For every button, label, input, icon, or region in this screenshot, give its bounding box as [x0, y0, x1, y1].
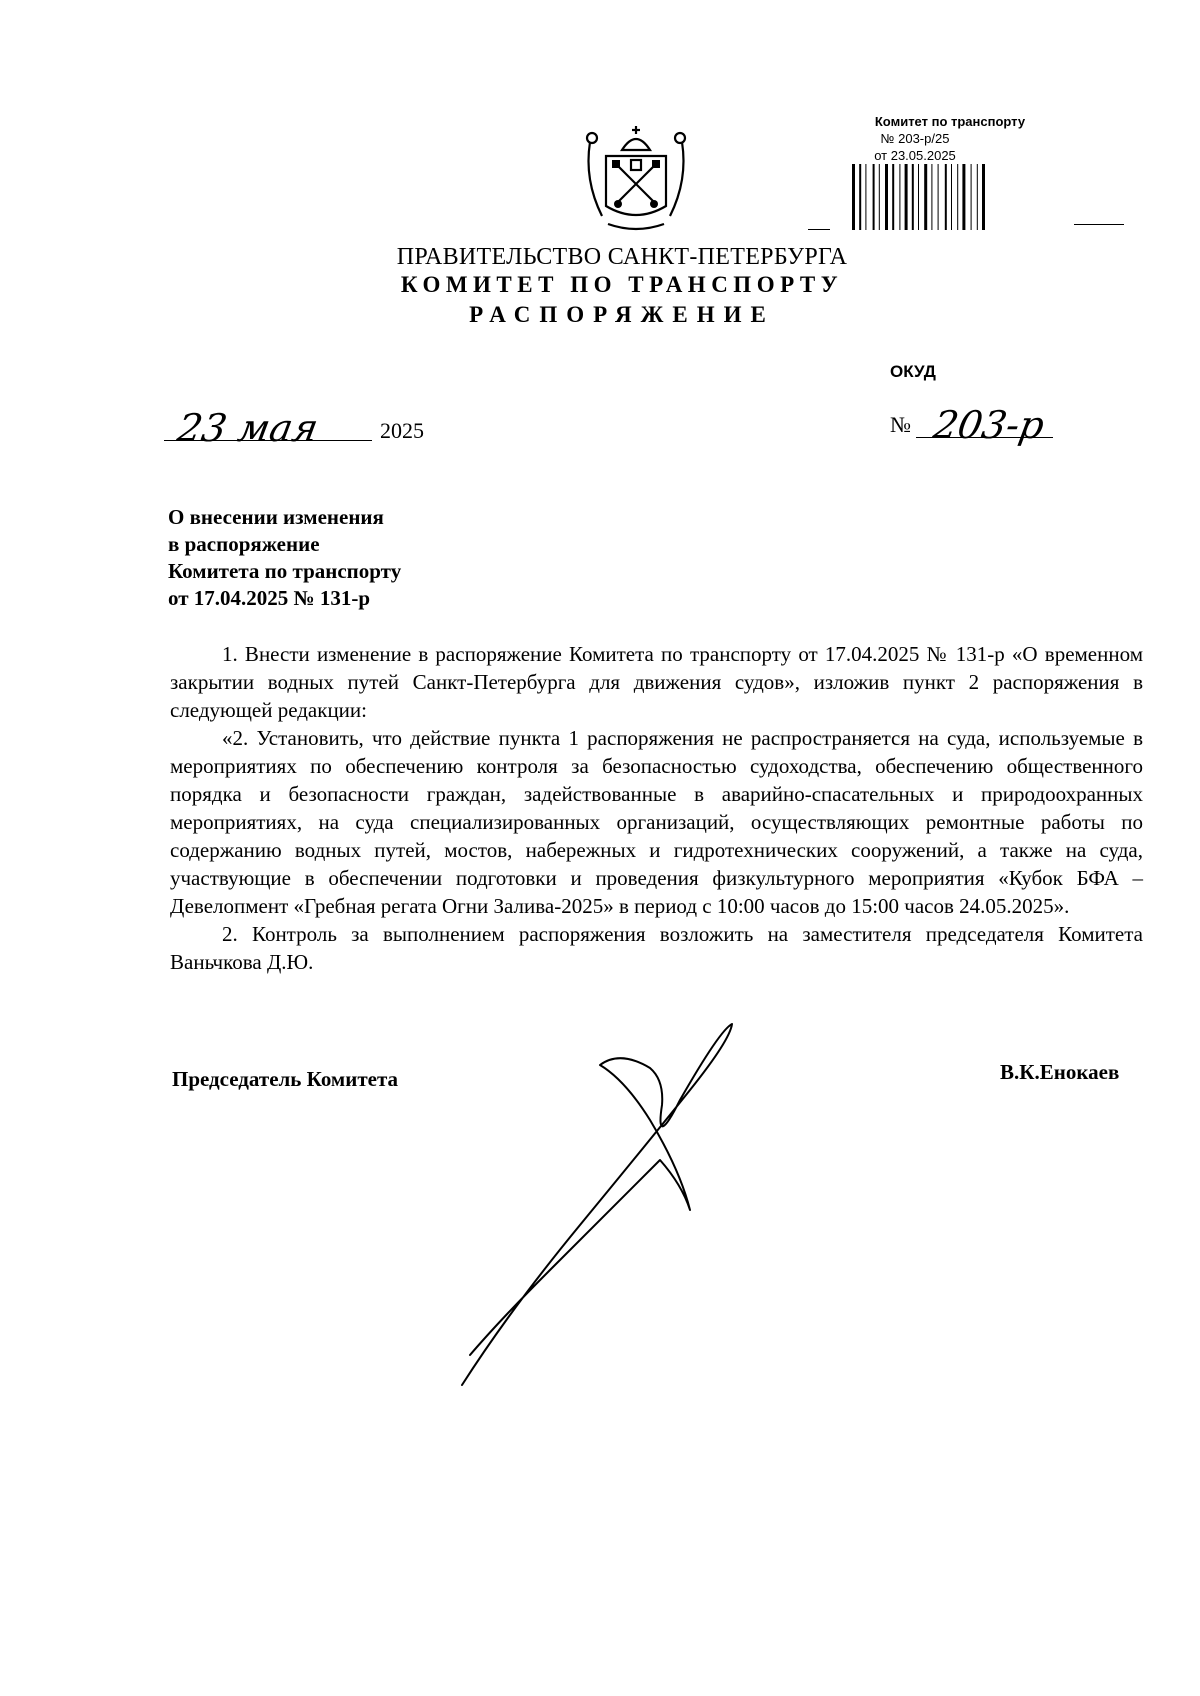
document-type-title: РАСПОРЯЖЕНИЕ [469, 302, 775, 327]
divider [1074, 224, 1124, 225]
barcode-bar [905, 164, 908, 230]
stamp-organization: Комитет по транспорту [874, 114, 1026, 129]
okud-label: ОКУД [890, 362, 936, 381]
barcode-bar [924, 164, 927, 230]
number-underline [916, 437, 1053, 438]
signatory-role: Председатель Комитета [172, 1067, 399, 1091]
barcode-bar [918, 164, 919, 230]
subject-line: Комитета по транспорту [168, 559, 402, 583]
barcode [850, 164, 1040, 230]
barcode-bar [982, 164, 985, 230]
stamp-date: от 23.05.2025 [874, 148, 956, 163]
handwritten-signature [450, 1010, 770, 1400]
barcode-bar [945, 164, 947, 230]
barcode-bar [977, 164, 978, 230]
barcode-bar [859, 164, 861, 230]
barcode-bar [957, 164, 958, 230]
document-subject [168, 504, 401, 612]
date-year: 2025 [380, 418, 424, 443]
body-paragraph: 1. Внести изменение в распоряжение Комитета по транспорту от 17.04.2025 № 131-р «О временном закрытии водных путей Санкт-Петербурга для движения судов», изложив пункт 2 распоряжения в следующей редакции: [170, 642, 1143, 722]
barcode-bar [962, 164, 965, 230]
divider [808, 229, 830, 230]
barcode-bar [912, 164, 914, 230]
barcode-bar [873, 164, 875, 230]
barcode-bar [938, 164, 939, 230]
stamp-number: № 203-р/25 [880, 131, 950, 146]
coat-of-arms-emblem-icon [582, 120, 690, 234]
handwritten-date: 23 мая [174, 406, 322, 450]
barcode-bar [852, 164, 855, 230]
body-paragraph: «2. Установить, что действие пункта 1 распоряжения не распространяется на суда, используемые в мероприятиях по обеспечению контроля за безопасностью судоходства, обеспечению общественного порядка и безопасности граждан, задействованные в аварийно-спасательных и природоохранных мероприятиях, на суда специализированных организаций, осуществляющих ремонтные работы по содержанию водных путей, мостов, набережных и гидротехнических сооружений, а также на суда, участвующие в обеспечении подготовки и проведения физкультурного мероприятия «Кубок БФА – Девелопмент «Гребная регата Огни Залива-2025» в период с 10:00 часов до 15:00 часов 24.05.2025». [170, 726, 1143, 918]
handwritten-number: 203-р [930, 403, 1048, 447]
government-title: ПРАВИТЕЛЬСТВО САНКТ-ПЕТЕРБУРГА [396, 244, 848, 270]
date-underline [164, 440, 372, 441]
subject-line: О внесении изменения [168, 505, 384, 529]
barcode-bar [892, 164, 894, 230]
committee-title: КОМИТЕТ ПО ТРАНСПОРТУ [400, 272, 844, 297]
barcode-bar [879, 164, 880, 230]
barcode-bar [971, 164, 972, 230]
number-sign: № [890, 412, 911, 437]
document-body [170, 640, 1143, 976]
subject-line: в распоряжение [168, 532, 320, 556]
barcode-bar [899, 164, 900, 230]
barcode-bar [931, 164, 932, 230]
subject-line: от 17.04.2025 № 131-р [168, 586, 371, 610]
body-paragraph: 2. Контроль за выполнением распоряжения возложить на заместителя председателя Комитета Ваньчкова Д.Ю. [170, 922, 1143, 974]
barcode-bar [885, 164, 888, 230]
signatory-name: В.К.Енокаев [1000, 1060, 1120, 1084]
barcode-bar [951, 164, 952, 230]
barcode-bar [865, 164, 866, 230]
